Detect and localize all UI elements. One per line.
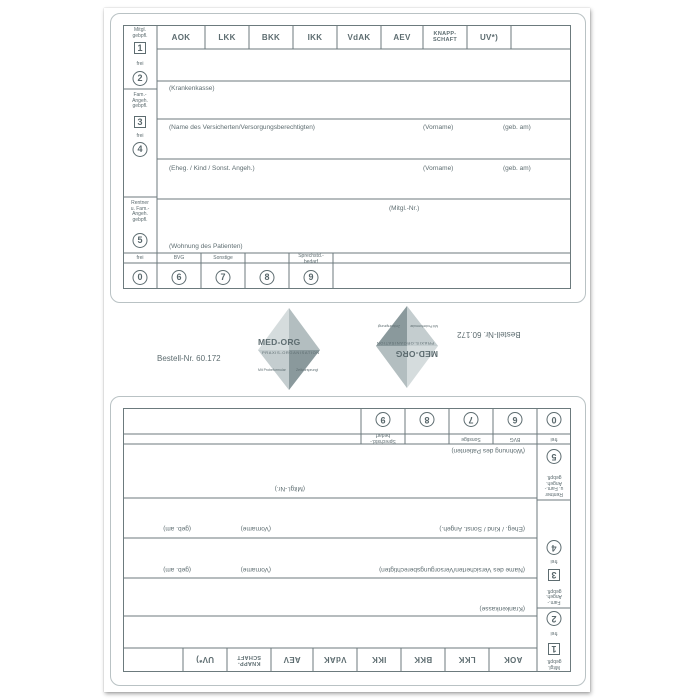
insurer-lkk: LKK [218, 33, 236, 42]
field-geb: (geb. am) [503, 124, 531, 131]
logo-note-left: Mit Probeformular [258, 368, 286, 372]
logo-note-right: Zeitvorsprung! [296, 368, 319, 372]
insurer-aok-r: AOK [503, 655, 523, 664]
field-vorname: (Vorname) [423, 124, 454, 131]
insurer-vdak: VdAK [347, 33, 371, 42]
card-form-bottom [123, 408, 571, 672]
field-wohnung: (Wohnung des Patienten) [169, 243, 243, 250]
field-mitglnr: (Mitgl.-Nr.) [389, 205, 420, 212]
insurer-ikk-r: IKK [371, 655, 387, 664]
field-eheg: (Eheg. / Kind / Sonst. Angeh.) [169, 165, 255, 172]
label-frei-r: frei [550, 630, 558, 636]
insurer-uv-r: UV*) [195, 655, 215, 664]
insurer-aev-r: AEV [283, 655, 301, 664]
med-org-logo-rotated [360, 300, 452, 390]
circle-6: 6 [172, 270, 187, 285]
label-sprech: Sprechstd.- bedarf [298, 253, 324, 265]
logo-note-left-rotated: Mit Probeformular [410, 324, 438, 328]
insurer-knappschaft: KNAPP- SCHAFT [432, 31, 458, 43]
logo-subtitle-rotated: PRAXIS-ORGANISATION [376, 341, 434, 346]
circle-6-r: 6 [508, 412, 523, 427]
insurer-aok: AOK [171, 33, 191, 42]
logo-subtitle: PRAXIS-ORGANISATION [262, 350, 320, 355]
field-eheg-r: (Eheg. / Kind / Sonst. Angeh.) [439, 525, 525, 532]
label-mitgl-r: Mitgl. gebpfl. [546, 658, 562, 670]
order-number: Bestell-Nr. 60.172 [157, 354, 221, 363]
insurance-card-bottom [110, 396, 586, 686]
circle-9-r: 9 [376, 412, 391, 427]
insurer-bkk: BKK [261, 33, 281, 42]
insurer-aev: AEV [393, 33, 411, 42]
circle-7: 7 [216, 270, 231, 285]
insurer-uv: UV*) [479, 33, 499, 42]
insurer-knappschaft-r: KNAPP- SCHAFT [236, 654, 262, 666]
circle-0: 0 [133, 270, 148, 285]
label-frei-2-r: frei [550, 558, 558, 564]
field-wohnung-r: (Wohnung des Patienten) [451, 447, 525, 454]
order-number-rotated: Bestell-Nr. 60.172 [457, 330, 521, 339]
circle-7-r: 7 [464, 412, 479, 427]
label-sonstige: Sonstige [213, 255, 233, 261]
insurer-bkk-r: BKK [413, 655, 433, 664]
insurer-ikk: IKK [307, 33, 323, 42]
label-fam-r: Fam.- Angeh. gebpfl. [546, 587, 562, 605]
box-1-r: 1 [548, 643, 560, 655]
med-org-logo [244, 306, 336, 396]
field-geb-r: (geb. am) [163, 566, 191, 573]
field-mitglnr-r: (Mitgl.-Nr.) [274, 485, 305, 492]
field-vorname-2: (Vorname) [423, 165, 454, 172]
field-vorname-r: (Vorname) [240, 566, 271, 573]
label-frei-2: frei [136, 133, 144, 139]
insurer-vdak-r: VdAK [323, 655, 347, 664]
circle-5-r: 5 [547, 449, 562, 464]
label-frei-3-r: frei [550, 436, 558, 442]
box-3-r: 3 [548, 569, 560, 581]
label-mitgl: Mitgl. gebpfl. [132, 27, 148, 39]
circle-5: 5 [133, 233, 148, 248]
label-bvg-r: BVG [509, 436, 521, 442]
insurer-lkk-r: LKK [458, 655, 476, 664]
logo-note-right-rotated: Zeitvorsprung! [377, 324, 400, 328]
label-bvg: BVG [173, 255, 185, 261]
field-name-r: (Name des Versicherten/Versorgungsberechtigten) [379, 566, 525, 573]
box-1: 1 [134, 42, 146, 54]
insurance-card-top [110, 13, 586, 303]
label-rentner-r: Rentner u. Fam.- Angeh. gebpfl. [544, 474, 564, 497]
logo-name-rotated: MED-ORG [395, 349, 438, 359]
circle-4: 4 [133, 142, 148, 157]
field-geb-2-r: (geb. am) [163, 525, 191, 532]
circle-8: 8 [260, 270, 275, 285]
field-krankenkasse-r: (Krankenkasse) [479, 605, 525, 612]
circle-0-r: 0 [547, 412, 562, 427]
label-frei: frei [136, 61, 144, 67]
circle-9: 9 [304, 270, 319, 285]
label-frei-3: frei [136, 255, 144, 261]
label-sprech-r: Sprechstd.- bedarf [370, 432, 396, 444]
logo-name: MED-ORG [258, 337, 301, 347]
circle-4-r: 4 [547, 540, 562, 555]
field-vorname-2-r: (Vorname) [240, 525, 271, 532]
label-rentner: Rentner u. Fam.- Angeh. gebpfl. [130, 200, 150, 223]
field-name: (Name des Versicherten/Versorgungsberechtigten) [169, 124, 315, 131]
circle-8-r: 8 [420, 412, 435, 427]
field-geb-2: (geb. am) [503, 165, 531, 172]
label-fam: Fam.- Angeh. gebpfl. [132, 92, 148, 110]
label-sonstige-r: Sonstige [461, 436, 481, 442]
box-3: 3 [134, 116, 146, 128]
card-form-top [123, 25, 571, 289]
field-krankenkasse: (Krankenkasse) [169, 85, 215, 92]
circle-2: 2 [133, 71, 148, 86]
circle-2-r: 2 [547, 611, 562, 626]
